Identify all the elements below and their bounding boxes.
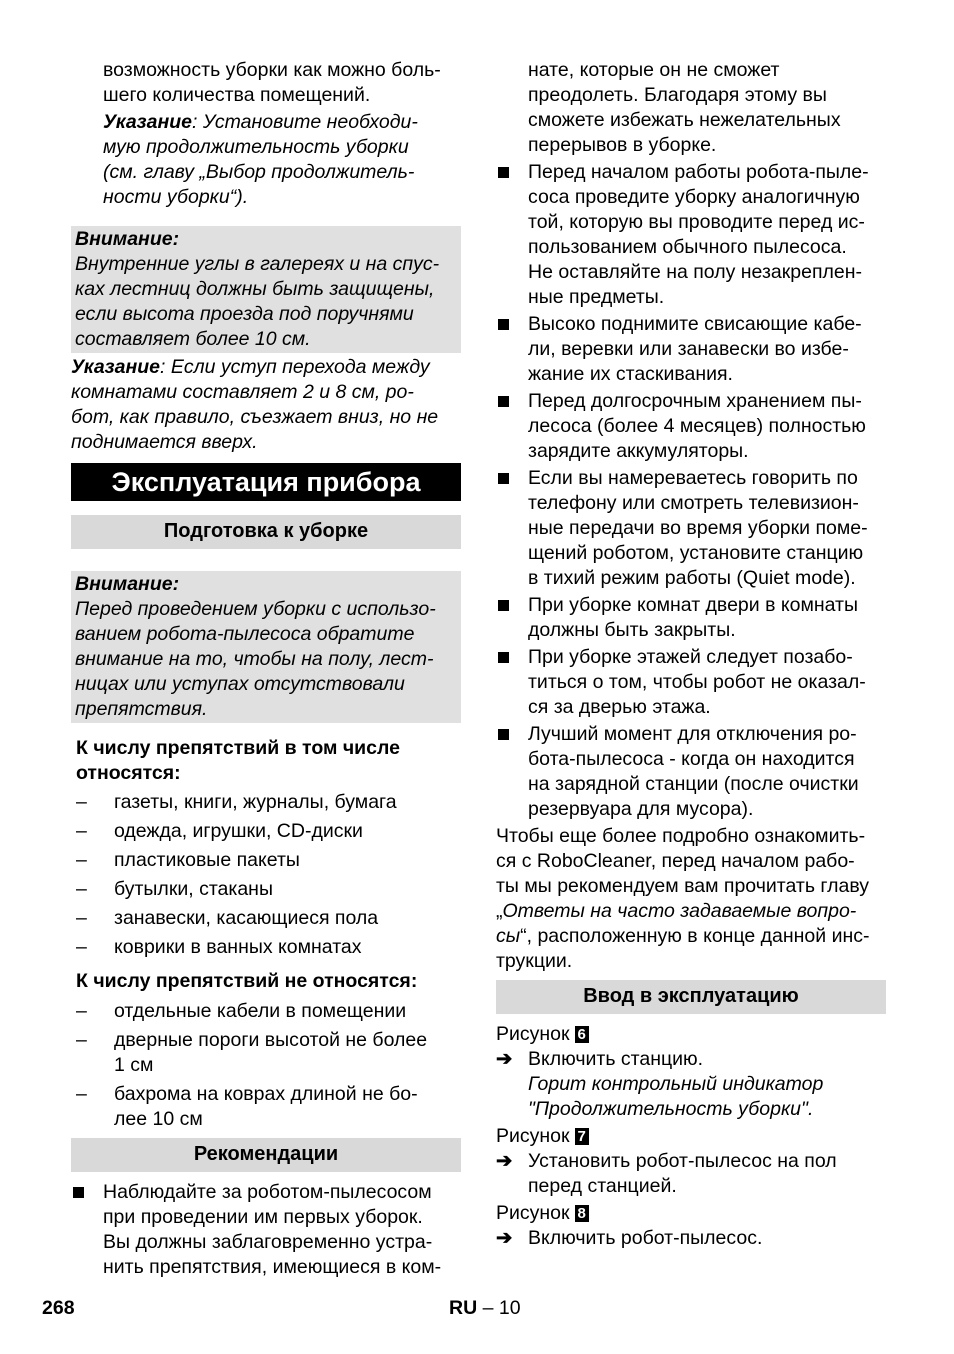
arrow-right-icon: ➔ [496,1048,513,1070]
text-line: Внутренние углы в галереях и на спус- [75,253,440,275]
text-line: препятствия. [75,698,208,720]
figure-label: Рисунок [496,1023,570,1045]
text-line [496,924,886,949]
text-line: ты мы рекомендуем вам прочитать главу [496,875,869,897]
text-line: относятся: [76,762,181,784]
step-text [528,1149,886,1199]
text-line: ные предметы. [528,286,665,308]
note-2 [71,355,461,455]
text-line: Перед долгосрочным хранением пы- [528,390,862,412]
text-line: зарядите аккумуляторы. [528,440,749,462]
figure-label: Рисунок [496,1202,570,1224]
step-item [496,1226,886,1251]
chapter-reference: Ответы на часто задаваемые вопро- [502,900,857,922]
text-line [496,899,886,924]
text-line [103,110,461,135]
figure-label: Рисунок [496,1125,570,1147]
warning-label: Внимание: [75,228,180,250]
text-line: Наблюдайте за роботом-пылесосом [103,1181,432,1203]
figure-number-badge: 8 [575,1205,589,1222]
step-item [496,1047,886,1072]
text-line: Вы должны заблаговременно устра- [103,1231,433,1253]
text-line: комнатами составляет 2 и 8 см, ро- [71,381,414,403]
text-line [71,355,461,380]
list-item [71,1082,461,1132]
square-bullet-icon [71,1180,103,1280]
dash-marker: – [76,1000,87,1022]
note-1 [71,110,461,210]
text-line: внимание на то, чтобы на полу, лест- [75,648,434,670]
list-item-text [114,1082,461,1132]
text-line: бахрома на коврах длиной не бо- [114,1083,418,1105]
warning-label: Внимание: [75,573,180,595]
text-line: перед станцией. [528,1175,677,1197]
square-bullet-icon [496,722,528,822]
text-line: мую продолжительность уборки [103,136,409,158]
arrow-right-icon: ➔ [496,1150,513,1172]
section-heading: Эксплуатация прибора [71,463,461,501]
subsection-heading-preparation: Подготовка к уборке [71,515,461,549]
figure-reference [496,1124,886,1149]
text-line: бота-пылесоса - когда он находится [528,748,855,770]
text-line: Высоко поднимите свисающие кабе- [528,313,862,335]
text-line: поднимается вверх. [71,431,258,453]
text-line: возможность уборки как можно боль- [103,59,441,81]
dash-marker: – [76,936,87,958]
bullet-item [71,1180,461,1280]
page-number: 268 [42,1297,75,1319]
text-line: (см. главу „Выбор продолжитель- [103,161,415,183]
text-line: : Установите необходи- [192,111,418,133]
warning-box-2 [71,571,461,723]
bullet-item [496,593,886,643]
text-line: лее 10 см [114,1108,203,1130]
text-line: : Если уступ перехода между [160,356,430,378]
footer-page-index: – 10 [477,1297,521,1319]
text-line: соса проведите уборку аналогичную [528,186,860,208]
list-item [71,819,461,844]
note-label: Указание [103,111,193,133]
list-item-text: газеты, книги, журналы, бумага [114,791,397,813]
left-column [71,58,461,1280]
text-line: ся за дверью этажа. [528,696,711,718]
subsection-heading-commissioning: Ввод в эксплуатацию [496,980,886,1014]
intro-paragraph [71,58,461,108]
figure-reference [496,1022,886,1047]
text-line: ные передачи во время уборки поме- [528,517,868,539]
bullet-item [496,466,886,591]
text-line: Чтобы еще более подробно ознакомить- [496,825,866,847]
list-item-text: бутылки, стаканы [114,878,273,900]
text-line: ности уборки“). [103,186,249,208]
text-line: дверные пороги высотой не более [114,1029,428,1051]
text-line: ли, веревки или занавески во избе- [528,338,849,360]
text-line: той, которую вы проводите перед ис- [528,211,865,233]
right-column [496,58,886,1251]
text-line: трукции. [496,950,573,972]
text-line: 1 см [114,1054,154,1076]
step-result [496,1072,886,1122]
text-line: в тихий режим работы (Quiet mode). [528,567,856,589]
text-line: Горит контрольный индикатор [528,1073,824,1095]
figure-number-badge: 7 [575,1128,589,1145]
footer-language-page [449,1296,521,1321]
bullet-text [528,722,886,822]
text-line: перерывов в уборке. [528,134,717,156]
text-line: К числу препятствий в том числе [76,737,400,759]
square-bullet-icon [496,160,528,310]
figure-reference [496,1201,886,1226]
text-line: Не оставляйте на полу незакреплен- [528,261,863,283]
text-line: При уборке комнат двери в комнаты [528,594,858,616]
list-item [71,1028,461,1078]
list-item-text [114,1028,461,1078]
dash-marker: – [76,820,87,842]
square-bullet-icon [496,593,528,643]
dash-marker: – [76,878,87,900]
text-line: преодолеть. Благодаря этому вы [528,84,827,106]
arrow-right-icon: ➔ [496,1227,513,1249]
text-line: нате, которые он не сможет [528,59,780,81]
chapter-reference: сы [496,925,521,947]
list-item [71,906,461,931]
bullet-item [496,645,886,720]
list-item [71,877,461,902]
list-item [71,999,461,1024]
text-line: Перед проведением уборки с использо- [75,598,436,620]
list-item-text: коврики в ванных комнатах [114,936,362,958]
square-bullet-icon [496,389,528,464]
bullet-text [528,312,886,387]
list-item-text: одежда, игрушки, CD-диски [114,820,363,842]
text-line: “, расположенную в конце данной инс- [520,925,870,947]
figure-number-badge: 6 [575,1026,589,1043]
list-item [71,790,461,815]
text-line: сможете избежать нежелательных [528,109,841,131]
non-obstacles-heading: К числу препятствий не относятся: [76,970,418,992]
text-line: нить препятствия, имеющиеся в ком- [103,1256,442,1278]
text-line: должны быть закрыты. [528,619,736,641]
step-item [496,1149,886,1199]
text-line: ванием робота-пылесоса обратите [75,623,415,645]
square-bullet-icon [496,312,528,387]
bullet-continuation [496,58,886,158]
bullet-text [528,160,886,310]
text-line: при проведении им первых уборок. [103,1206,423,1228]
list-item-text: пластиковые пакеты [114,849,300,871]
bullet-text [528,593,886,643]
text-line: ся с RoboCleaner, перед началом рабо- [496,850,855,872]
bullet-text [103,1180,461,1280]
text-line: резервуара для мусора). [528,798,754,820]
quote-mark: „ [496,900,503,922]
text-line: щений роботом, установите станцию [528,542,864,564]
text-line: телефону или смотреть телевизион- [528,492,859,514]
bullet-item [496,312,886,387]
non-obstacles-list [71,999,461,1132]
note-label: Указание [71,356,161,378]
subsection-heading-recommendations: Рекомендации [71,1138,461,1172]
square-bullet-icon [496,466,528,591]
list-item-text: занавески, касающиеся пола [114,907,379,929]
text-line: шего количества помещений. [103,84,371,106]
dash-marker: – [76,1083,87,1105]
language-code: RU [449,1297,478,1319]
text-line: если высота проезда под поручнями [75,303,414,325]
step-text: Включить робот-пылесос. [528,1227,763,1249]
text-line: При уборке этажей следует позабо- [528,646,853,668]
bullet-item [496,160,886,310]
list-item [71,935,461,960]
dash-marker: – [76,849,87,871]
text-line: ницах или уступах отсутствовали [75,673,405,695]
list-item [71,848,461,873]
dash-marker: – [76,1029,87,1051]
text-line: Перед началом работы робота-пыле- [528,161,869,183]
obstacles-heading [71,736,461,786]
text-line: "Продолжительность уборки". [528,1098,814,1120]
text-line: лесоса (более 4 месяцев) полностью [528,415,866,437]
obstacles-list [71,790,461,960]
text-line: ках лестниц должны быть защищены, [75,278,435,300]
square-bullet-icon [496,645,528,720]
step-text: Включить станцию. [528,1048,704,1070]
bullet-text [528,466,886,591]
dash-marker: – [76,907,87,929]
bullet-item [496,389,886,464]
text-line: жание их стаскивания. [528,363,733,385]
list-item-text: отдельные кабели в помещении [114,1000,407,1022]
text-line: на зарядной станции (после очистки [528,773,859,795]
bullet-text [528,645,886,720]
bullet-text [528,389,886,464]
faq-paragraph [496,824,886,974]
warning-box-1 [71,226,461,353]
text-line: титься о том, чтобы робот не оказал- [528,671,866,693]
text-line: пользованием обычного пылесоса. [528,236,847,258]
text-line: составляет более 10 см. [75,328,311,350]
text-line: Установить робот-пылесос на пол [528,1150,837,1172]
dash-marker: – [76,791,87,813]
text-line: бот, как правило, съезжает вниз, но не [71,406,439,428]
text-line: Если вы намереваетесь говорить по [528,467,858,489]
bullet-item [496,722,886,822]
text-line: Лучший момент для отключения ро- [528,723,857,745]
